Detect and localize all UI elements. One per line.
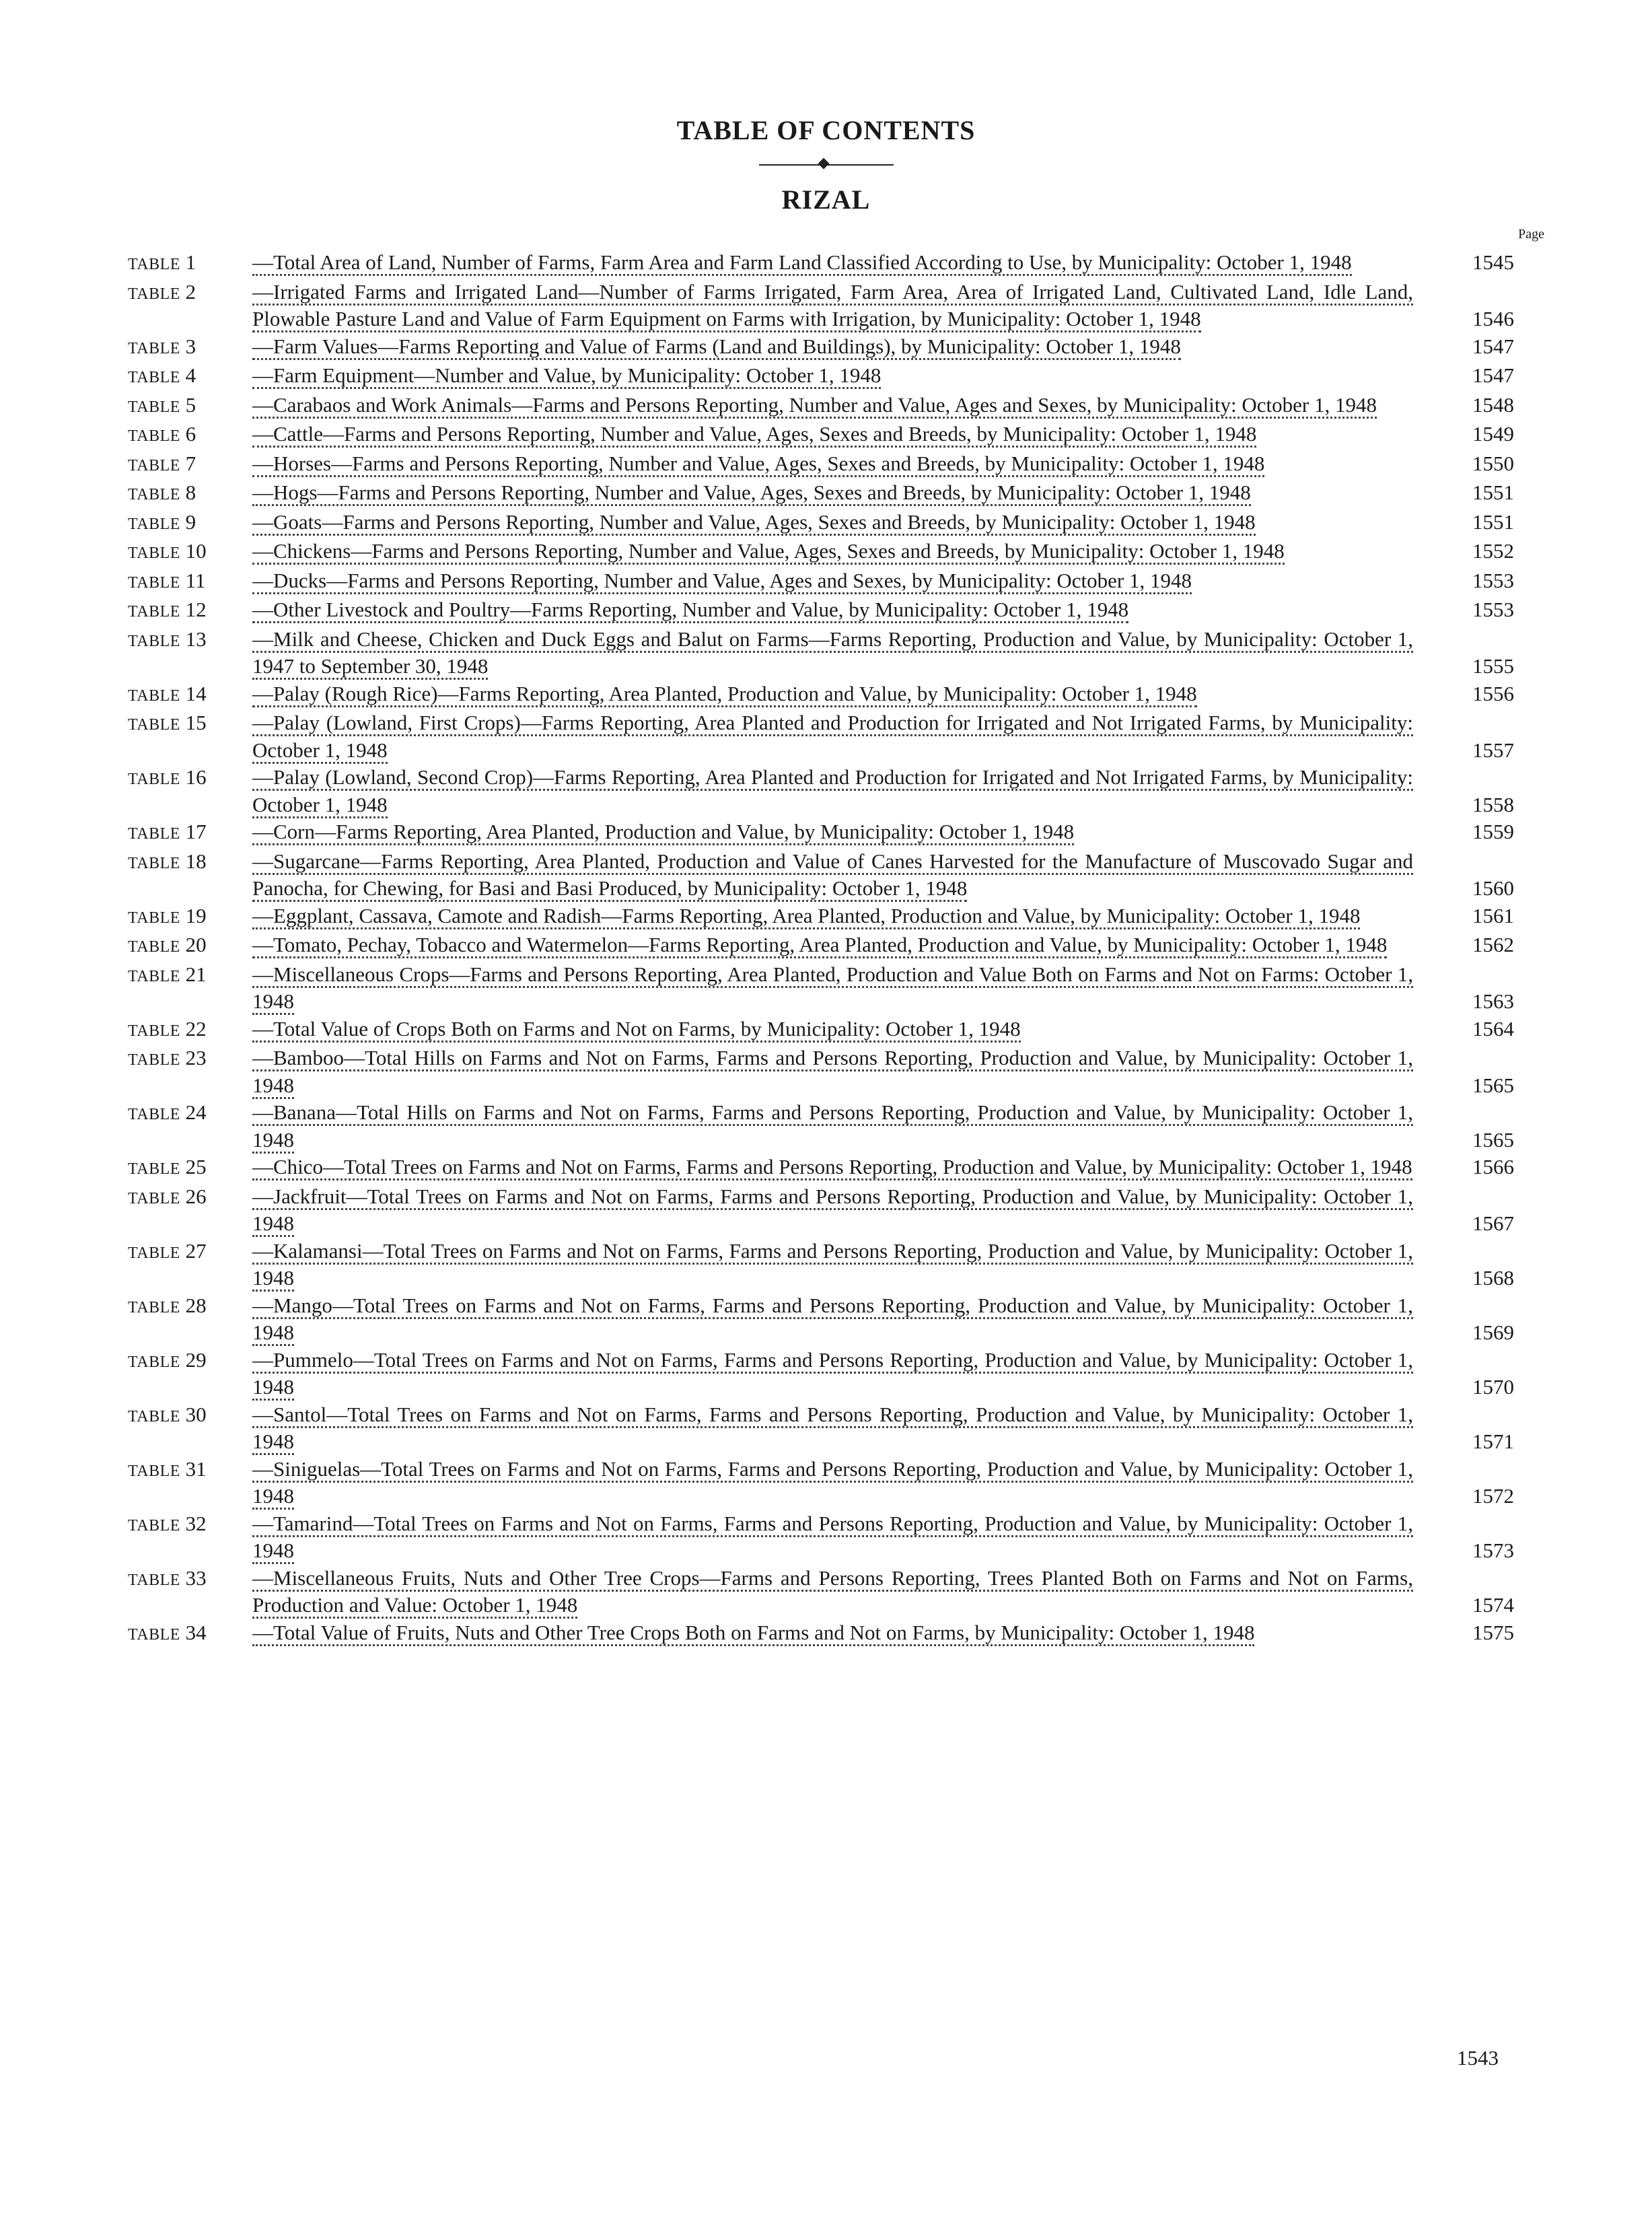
document-title: TABLE OF CONTENTS <box>676 115 976 145</box>
toc-entry[interactable] <box>128 450 1514 480</box>
toc-entry-title: —Palay (Rough Rice)—Farms Reporting, Area Planted, Production and Value, by Municipality: October 1, 1948 <box>252 682 1197 707</box>
toc-entry[interactable] <box>128 279 1514 333</box>
toc-entry-page: 1560 <box>1433 875 1514 903</box>
toc-entry[interactable] <box>128 509 1514 538</box>
toc-entry-label: TABLE 6 <box>128 422 196 446</box>
toc-entry-page: 1563 <box>1433 988 1514 1016</box>
toc-entry-label: TABLE 14 <box>128 681 207 705</box>
toc-entry-title: —Bamboo—Total Hills on Farms and Not on Farms, Farms and Persons Reporting, Production and Value, by Municipality: October 1, 1948 <box>252 1046 1413 1099</box>
toc-entry-title: —Ducks—Farms and Persons Reporting, Number and Value, Ages and Sexes, by Municipality: October 1, 1948 <box>252 569 1192 594</box>
toc-entry-page: 1569 <box>1433 1319 1514 1347</box>
toc-entry-title: —Total Area of Land, Number of Farms, Farm Area and Farm Land Classified According to Use, by Municipality: October 1, 1948 <box>252 250 1352 276</box>
toc-entry-title: —Carabaos and Work Animals—Farms and Persons Reporting, Number and Value, Ages and Sexes, by Municipality: October 1, 1948 <box>252 393 1377 419</box>
toc-entry-title: —Chico—Total Trees on Farms and Not on Farms, Farms and Persons Reporting, Production and Value, by Municipality: October 1, 1948 <box>252 1155 1412 1180</box>
toc-entry-title: —Palay (Lowland, Second Crop)—Farms Reporting, Area Planted and Production for Irrigated and Not Irrigated Farms, by Municipality: October 1, 1948 <box>252 765 1413 818</box>
toc-entry[interactable] <box>128 249 1514 279</box>
toc-entry[interactable] <box>128 1183 1514 1238</box>
toc-entry[interactable] <box>128 1401 1514 1456</box>
toc-entry-title: —Chickens—Farms and Persons Reporting, Number and Value, Ages, Sexes and Breeds, by Municipality: October 1, 1948 <box>252 539 1285 565</box>
toc-entry-page: 1550 <box>1433 450 1514 478</box>
toc-entry-label: TABLE 33 <box>128 1565 207 1590</box>
toc-entry-title: —Eggplant, Cassava, Camote and Radish—Farms Reporting, Area Planted, Production and Value, by Municipality: October 1, 1948 <box>252 904 1360 929</box>
toc-entry[interactable] <box>128 903 1514 932</box>
toc-entry-title: —Siniguelas—Total Trees on Farms and Not on Farms, Farms and Persons Reporting, Production and Value, by Municipality: October 1, 1948 <box>252 1457 1413 1510</box>
toc-entry[interactable] <box>128 1456 1514 1510</box>
toc-entry-label: TABLE 24 <box>128 1100 207 1124</box>
toc-entry-title: —Jackfruit—Total Trees on Farms and Not on Farms, Farms and Persons Reporting, Production and Value, by Municipality: October 1, 1948 <box>252 1185 1413 1238</box>
toc-entry[interactable] <box>128 392 1514 421</box>
toc-entry-label: TABLE 8 <box>128 481 196 504</box>
page-number: 1543 <box>1457 2046 1499 2070</box>
toc-entry-title: —Corn—Farms Reporting, Area Planted, Production and Value, by Municipality: October 1, 1948 <box>252 820 1074 845</box>
toc-entry-title: —Mango—Total Trees on Farms and Not on Farms, Farms and Persons Reporting, Production and Value, by Municipality: October 1, 1948 <box>252 1294 1413 1347</box>
toc-entry-page: 1555 <box>1433 653 1514 680</box>
toc-entry-label: TABLE 3 <box>128 334 196 358</box>
toc-entry-label: TABLE 13 <box>128 627 207 651</box>
toc-entry-label: TABLE 28 <box>128 1293 207 1317</box>
toc-entry-label: TABLE 12 <box>128 598 207 621</box>
toc-entry-page: 1570 <box>1433 1374 1514 1401</box>
page-header <box>0 114 1652 215</box>
toc-entry-label: TABLE 10 <box>128 539 207 563</box>
toc-entry-label: TABLE 27 <box>128 1238 207 1263</box>
toc-entry[interactable] <box>128 961 1514 1016</box>
toc-entry-title: —Total Value of Crops Both on Farms and Not on Farms, by Municipality: October 1, 1948 <box>252 1017 1021 1043</box>
title-rule-ornament <box>759 164 894 166</box>
toc-entry-page: 1549 <box>1433 421 1514 448</box>
toc-entry-title: —Kalamansi—Total Trees on Farms and Not on Farms, Farms and Persons Reporting, Production and Value, by Municipality: October 1, 1948 <box>252 1239 1413 1292</box>
toc-entry-label: TABLE 23 <box>128 1046 207 1069</box>
toc-entry[interactable] <box>128 538 1514 567</box>
toc-list <box>128 249 1514 1648</box>
toc-entry[interactable] <box>128 1565 1514 1619</box>
toc-entry-label: TABLE 5 <box>128 392 196 417</box>
toc-entry-title: —Horses—Farms and Persons Reporting, Number and Value, Ages, Sexes and Breeds, by Municipality: October 1, 1948 <box>252 452 1264 477</box>
toc-entry-page: 1574 <box>1433 1592 1514 1619</box>
toc-entry-page: 1571 <box>1433 1428 1514 1456</box>
toc-entry-title: —Irrigated Farms and Irrigated Land—Number of Farms Irrigated, Farm Area, Area of Irrigated Land, Cultivated Land, Idle Land, Plowable Pasture Land and Value of Farm Equipment on Farms with Irrigation, by Municipality: October 1, 1948 <box>252 280 1413 333</box>
toc-entry[interactable] <box>128 1292 1514 1347</box>
toc-entry[interactable] <box>128 1016 1514 1045</box>
toc-entry-title: —Cattle—Farms and Persons Reporting, Number and Value, Ages, Sexes and Breeds, by Municipality: October 1, 1948 <box>252 422 1256 448</box>
toc-entry-page: 1547 <box>1433 362 1514 390</box>
toc-entry[interactable] <box>128 1099 1514 1154</box>
page-column-label: Page <box>1518 227 1544 242</box>
toc-entry[interactable] <box>128 1045 1514 1099</box>
toc-entry-label: TABLE 21 <box>128 962 207 986</box>
toc-entry-label: TABLE 18 <box>128 849 207 873</box>
toc-entry[interactable] <box>128 818 1514 848</box>
toc-entry-page: 1572 <box>1433 1483 1514 1510</box>
toc-entry-label: TABLE 26 <box>128 1184 207 1208</box>
toc-entry[interactable] <box>128 1154 1514 1183</box>
toc-entry[interactable] <box>128 1619 1514 1649</box>
toc-entry[interactable] <box>128 1347 1514 1401</box>
toc-entry-title: —Hogs—Farms and Persons Reporting, Number and Value, Ages, Sexes and Breeds, by Municipality: October 1, 1948 <box>252 481 1251 506</box>
toc-entry-title: —Sugarcane—Farms Reporting, Area Planted, Production and Value of Canes Harvested for the Manufacture of Muscovado Sugar and Panocha, for Chewing, for Basi and Basi Produced, by Municipality: October 1, 1948 <box>252 849 1413 903</box>
toc-entry-page: 1551 <box>1433 509 1514 536</box>
toc-entry[interactable] <box>128 479 1514 509</box>
toc-entry-page: 1562 <box>1433 931 1514 959</box>
toc-entry-page: 1557 <box>1433 737 1514 765</box>
toc-entry-title: —Total Value of Fruits, Nuts and Other Tree Crops Both on Farms and Not on Farms, by Municipality: October 1, 1948 <box>252 1621 1254 1646</box>
toc-entry-title: —Other Livestock and Poultry—Farms Reporting, Number and Value, by Municipality: October 1, 1948 <box>252 598 1128 623</box>
toc-entry-page: 1564 <box>1433 1016 1514 1043</box>
toc-entry-page: 1573 <box>1433 1537 1514 1565</box>
toc-entry-label: TABLE 16 <box>128 765 207 789</box>
toc-entry-label: TABLE 4 <box>128 363 196 387</box>
toc-entry-page: 1567 <box>1433 1210 1514 1238</box>
toc-entry-title: —Santol—Total Trees on Farms and Not on Farms, Farms and Persons Reporting, Production and Value, by Municipality: October 1, 1948 <box>252 1403 1413 1456</box>
toc-entry-label: TABLE 11 <box>128 568 206 592</box>
toc-entry-page: 1565 <box>1433 1127 1514 1154</box>
toc-entry-label: TABLE 25 <box>128 1155 207 1178</box>
toc-entry[interactable] <box>128 567 1514 597</box>
toc-entry-label: TABLE 30 <box>128 1402 207 1426</box>
toc-entry-label: TABLE 15 <box>128 711 207 734</box>
toc-entry-label: TABLE 29 <box>128 1347 207 1372</box>
toc-entry-page: 1566 <box>1433 1154 1514 1181</box>
toc-entry-page: 1568 <box>1433 1265 1514 1292</box>
toc-entry-label: TABLE 34 <box>128 1620 207 1644</box>
toc-entry-label: TABLE 19 <box>128 903 207 927</box>
toc-entry[interactable] <box>128 333 1514 363</box>
toc-entry-title: —Tomato, Pechay, Tobacco and Watermelon—Farms Reporting, Area Planted, Production and Value, by Municipality: October 1, 1948 <box>252 933 1387 958</box>
toc-entry-title: —Farm Values—Farms Reporting and Value of Farms (Land and Buildings), by Municipality: October 1, 1948 <box>252 334 1181 360</box>
toc-entry-page: 1545 <box>1433 249 1514 277</box>
toc-entry[interactable] <box>128 680 1514 710</box>
toc-entry[interactable] <box>128 931 1514 961</box>
toc-entry-title: —Milk and Cheese, Chicken and Duck Eggs and Balut on Farms—Farms Reporting, Production and Value, by Municipality: October 1, 1947 to September 30, 1948 <box>252 627 1413 680</box>
toc-entry-label: TABLE 2 <box>128 279 196 304</box>
toc-entry[interactable] <box>128 421 1514 450</box>
section-heading: RIZAL <box>781 184 871 215</box>
toc-entry-page: 1553 <box>1433 596 1514 624</box>
toc-entry-page: 1558 <box>1433 791 1514 819</box>
toc-entry[interactable] <box>128 848 1514 903</box>
toc-entry-title: —Tamarind—Total Trees on Farms and Not on Farms, Farms and Persons Reporting, Production and Value, by Municipality: October 1, 1948 <box>252 1512 1413 1565</box>
toc-entry[interactable] <box>128 596 1514 626</box>
toc-entry[interactable] <box>128 626 1514 680</box>
toc-entry-title: —Palay (Lowland, First Crops)—Farms Reporting, Area Planted and Production for Irrigated and Not Irrigated Farms, by Municipality: October 1, 1948 <box>252 711 1413 764</box>
toc-entry-title: —Miscellaneous Fruits, Nuts and Other Tree Crops—Farms and Persons Reporting, Trees Planted Both on Farms and Not on Farms, Production and Value: October 1, 1948 <box>252 1566 1413 1619</box>
toc-entry-title: —Farm Equipment—Number and Value, by Municipality: October 1, 1948 <box>252 363 881 389</box>
toc-entry-page: 1561 <box>1433 903 1514 930</box>
toc-entry-label: TABLE 20 <box>128 933 207 956</box>
toc-entry-page: 1553 <box>1433 567 1514 595</box>
toc-entry-page: 1551 <box>1433 479 1514 507</box>
toc-entry-label: TABLE 32 <box>128 1511 207 1535</box>
toc-entry-page: 1575 <box>1433 1619 1514 1647</box>
toc-entry-page: 1559 <box>1433 818 1514 846</box>
toc-entry-label: TABLE 17 <box>128 820 207 843</box>
toc-entry[interactable] <box>128 1238 1514 1292</box>
toc-entry[interactable] <box>128 764 1514 818</box>
toc-entry-page: 1565 <box>1433 1072 1514 1100</box>
toc-entry-title: —Goats—Farms and Persons Reporting, Number and Value, Ages, Sexes and Breeds, by Municipality: October 1, 1948 <box>252 510 1256 536</box>
toc-entry-title: —Pummelo—Total Trees on Farms and Not on Farms, Farms and Persons Reporting, Production and Value, by Municipality: October 1, 1948 <box>252 1348 1413 1401</box>
toc-entry-title: —Miscellaneous Crops—Farms and Persons Reporting, Area Planted, Production and Value Both on Farms and Not on Farms: October 1, 1948 <box>252 962 1413 1016</box>
toc-entry-label: TABLE 9 <box>128 509 196 534</box>
toc-entry-page: 1552 <box>1433 538 1514 565</box>
toc-entry-page: 1548 <box>1433 392 1514 419</box>
toc-entry[interactable] <box>128 362 1514 392</box>
toc-entry-page: 1546 <box>1433 306 1514 333</box>
toc-entry-page: 1547 <box>1433 333 1514 361</box>
toc-entry-page: 1556 <box>1433 680 1514 708</box>
toc-entry-label: TABLE 22 <box>128 1016 207 1041</box>
toc-entry[interactable] <box>128 709 1514 764</box>
toc-entry-label: TABLE 1 <box>128 250 196 274</box>
toc-entry[interactable] <box>128 1510 1514 1565</box>
toc-entry-label: TABLE 31 <box>128 1456 207 1481</box>
toc-entry-title: —Banana—Total Hills on Farms and Not on Farms, Farms and Persons Reporting, Production and Value, by Municipality: October 1, 1948 <box>252 1100 1413 1154</box>
toc-entry-label: TABLE 7 <box>128 451 196 475</box>
